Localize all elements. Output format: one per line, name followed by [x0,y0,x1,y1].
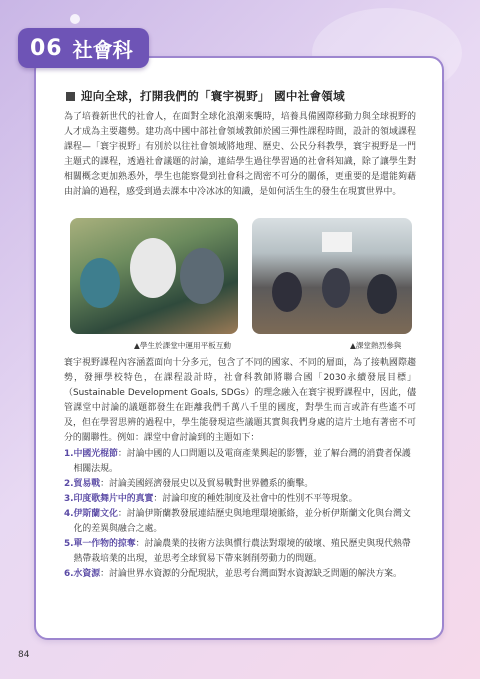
topic-item [64,447,418,477]
photo-classroom [252,218,412,334]
chapter-name: 社會科 [72,37,133,62]
topic-title: 水資源 [73,569,101,579]
topic-title: 單一作物的掠奪 [73,539,136,549]
topic-description: ：討論印度的種姓制度及社會中的性別不平等現象。 [153,494,358,504]
topic-description: ：討論中國的人口問題以及電商產業興起的影響，並了解台灣的消費者保護相關法規。 [73,449,411,474]
topic-title: 中國光棍節 [73,449,118,459]
section-heading [66,88,345,104]
photo-figure [80,258,120,308]
chapter-number: 06 [30,35,63,61]
topic-number: 5. [64,539,74,549]
topic-item [64,492,418,507]
topic-number: 4. [64,509,74,519]
topic-title: 伊斯蘭文化 [73,509,118,519]
topic-list [64,447,418,582]
topic-number: 6. [64,569,74,579]
photo-figure [130,238,176,298]
topic-number: 1. [64,449,74,459]
decor-dot [70,14,80,24]
topic-item [64,477,418,492]
photo-figure [272,272,302,312]
photo-tablet-interaction [70,218,238,334]
body-paragraph: 寰宇視野課程內容涵蓋面向十分多元，包含了不同的國家、不同的層面，為了接軌國際趨勢，發揮學校特色，在課程設計時，社會科教師將聯合國「2030永續發展目標」（Sustainable Development Goals, SDGs）的理念融入在寰宇視野課程中，因此，儘管課堂中討論的議題都發生在距離我們千萬八千里的國度，對學生而言或許有些遙不可及，但在學習思辨的過程中，學生能發現這些議題其實與我們身處的這片土地有著密不可分的關聯性。例如：課堂中會討論到的主題如下： [64,358,416,443]
topic-description: ：討論美國經濟發展史以及貿易戰對世界體系的衝擊。 [100,479,314,489]
topic-number: 2. [64,479,74,489]
intro-paragraph: 為了培養新世代的社會人，在面對全球化浪潮來襲時，培養具備國際移動力與全球視野的人才成為主要趨勢。建功高中國中部社會領域教師於國三彈性課程時間，設計的領域課程課程—「寰宇視野」有別於以往社會領域將地理、歷史、公民分科教學，寰宇視野是一門主題式的課程，透過社會議題的討論，連結學生過往學習過的社會科知識，除了讓學生對相關概念更加熟悉外，學生也能察覺到社會科之間密不可分的關係，更重要的是還能夠藉由討論的過程，感受到過去課本中冷冰冰的知識，是如何活生生的發生在現實世界中。 [64,112,416,197]
photo-figure [322,268,350,308]
page-number: 84 [18,650,30,660]
topic-item [64,507,418,537]
photo-screen [322,232,352,252]
topic-description: ：討論農業的技術方法與慣行農法對環境的破壞、殖民歷史與現代熱帶熱帶栽培業的出現，並思考全球貿易下帶來剝削勞動力的問題。 [73,539,411,564]
topic-item [64,567,418,582]
section-title: 迎向全球，打開我們的「寰宇視野」 國中社會領域 [81,89,345,103]
topic-title: 貿易戰 [73,479,101,489]
topic-title: 印度歌舞片中的真實 [73,494,154,504]
topic-item [64,537,418,567]
photo-figure [367,274,397,314]
topic-description: ：討論伊斯蘭教發展連結歷史與地理環境脈絡，並分析伊斯蘭文化與台灣文化的差異與融合之處。 [73,509,411,534]
chapter-tab [18,28,149,68]
photo-figure [180,248,224,304]
photo-caption: ▲課堂熱烈參與 [350,341,402,350]
topic-description: ：討論世界水資源的分配現狀，並思考台灣面對水資源缺乏問題的解決方案。 [100,569,402,579]
topic-number: 3. [64,494,74,504]
photo-caption: ▲學生於課堂中運用平板互動 [134,341,231,350]
square-bullet-icon [66,92,75,101]
